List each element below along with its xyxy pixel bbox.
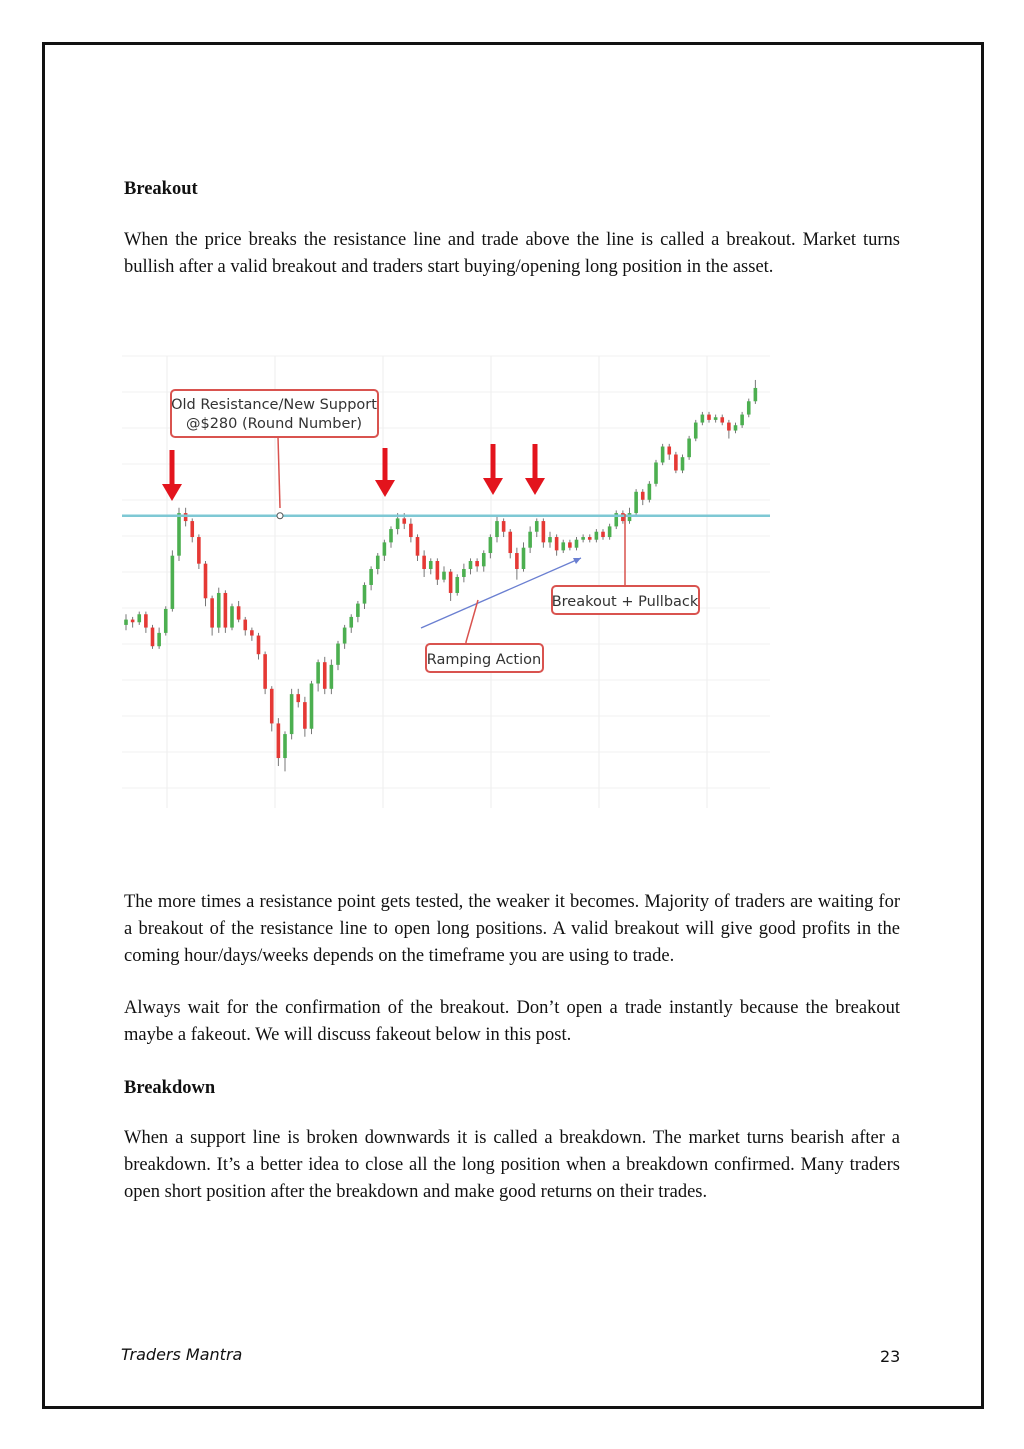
candle-up bbox=[349, 617, 353, 628]
candle-up bbox=[754, 388, 758, 401]
candle-down bbox=[436, 561, 440, 580]
candle-down bbox=[707, 415, 711, 420]
candle-down bbox=[621, 513, 625, 521]
down-arrow-head bbox=[375, 480, 395, 497]
candle-up bbox=[462, 569, 466, 577]
heading-breakout: Breakout bbox=[124, 179, 198, 199]
candle-up bbox=[137, 614, 141, 622]
candle-down bbox=[210, 598, 214, 627]
candle-up bbox=[283, 734, 287, 758]
footer-brand: Traders Mantra bbox=[121, 1345, 243, 1364]
candle-up bbox=[469, 561, 473, 569]
paragraph-breakdown-definition: When a support line is broken downwards it is called a breakdown. The market turns bearish after a breakdown. It’s a better idea to close all the long position when a breakdown confirmed. Many traders open short position after the breakdown and make good returns on their trades. bbox=[124, 1128, 900, 1202]
candle-up bbox=[482, 553, 486, 566]
candle-up bbox=[687, 439, 691, 458]
candle-up bbox=[528, 532, 532, 548]
callout-old-resistance-line2: @$280 (Round Number) bbox=[185, 416, 363, 432]
down-arrow-head bbox=[525, 478, 545, 495]
candle-down bbox=[270, 689, 274, 724]
candle-down bbox=[237, 606, 241, 619]
candle-down bbox=[674, 455, 678, 471]
candle-up bbox=[694, 423, 698, 439]
callout-breakout-pullback bbox=[552, 514, 699, 614]
heading-breakdown: Breakdown bbox=[124, 1078, 216, 1098]
candle-up bbox=[230, 606, 234, 627]
candle-down bbox=[502, 521, 506, 532]
candle-up bbox=[343, 628, 347, 644]
breakout-chart bbox=[118, 350, 778, 820]
arrow-1 bbox=[162, 444, 545, 501]
candle-up bbox=[489, 537, 493, 553]
candle-up bbox=[396, 518, 400, 529]
candle-down bbox=[515, 553, 519, 569]
paragraph-resistance-tested: The more times a resistance point gets tested, the weaker it becomes. Majority of traders are waiting for a breakout of the resistance line to open long positions. A valid breakout will give good profits in the coming hour/days/weeks depends on the timeframe you are using to trade. bbox=[124, 892, 900, 966]
candle-up bbox=[654, 463, 658, 484]
candle-down bbox=[555, 537, 559, 550]
candle-down bbox=[190, 521, 194, 537]
candle-up bbox=[634, 492, 638, 513]
candle-up bbox=[548, 537, 552, 542]
candle-up bbox=[740, 415, 744, 426]
down-arrow-head bbox=[483, 478, 503, 495]
down-arrow-shaft bbox=[170, 450, 175, 486]
candle-up bbox=[681, 457, 685, 470]
candle-up bbox=[171, 556, 175, 609]
candle-up bbox=[442, 572, 446, 580]
candle-up bbox=[595, 532, 599, 540]
down-arrow-head bbox=[162, 484, 182, 501]
candle-up bbox=[581, 537, 585, 540]
candle-up bbox=[310, 683, 314, 728]
candle-down bbox=[409, 524, 413, 537]
candle-up bbox=[157, 633, 161, 646]
candle-up bbox=[363, 585, 367, 604]
candle-down bbox=[296, 694, 300, 702]
candle-down bbox=[257, 636, 261, 655]
candle-up bbox=[455, 577, 459, 593]
candle-down bbox=[727, 423, 731, 431]
candle-up bbox=[561, 542, 565, 550]
candle-down bbox=[667, 447, 671, 455]
candle-down bbox=[151, 628, 155, 647]
down-arrow-shaft bbox=[491, 444, 496, 480]
candle-down bbox=[303, 702, 307, 729]
candle-up bbox=[701, 415, 705, 423]
candle-down bbox=[323, 662, 327, 689]
candle-up bbox=[608, 526, 612, 537]
candle-up bbox=[648, 484, 652, 500]
candle-up bbox=[356, 604, 360, 617]
candle-up bbox=[575, 540, 579, 548]
candle-down bbox=[641, 492, 645, 500]
candle-up bbox=[369, 569, 373, 585]
candle-up bbox=[495, 521, 499, 537]
candle-down bbox=[601, 532, 605, 537]
candle-down bbox=[416, 537, 420, 556]
callout-breakout-text: Breakout + Pullback bbox=[551, 594, 699, 610]
candle-down bbox=[449, 572, 453, 593]
page-number: 23 bbox=[880, 1347, 901, 1366]
candle-up bbox=[336, 644, 340, 665]
resistance-line-anchor bbox=[277, 513, 283, 519]
candle-up bbox=[290, 694, 294, 734]
candle-up bbox=[628, 513, 632, 521]
candle-up bbox=[747, 401, 751, 414]
callout-old-resistance-line1: Old Resistance/New Support bbox=[171, 397, 377, 413]
paragraph-wait-confirmation: Always wait for the confirmation of the breakout. Don’t open a trade instantly because the breakout maybe a fakeout. We will discuss fakeout below in this post. bbox=[124, 998, 900, 1045]
candle-up bbox=[522, 548, 526, 569]
candle-up bbox=[429, 561, 433, 569]
candle-up bbox=[177, 513, 181, 556]
candle-down bbox=[197, 537, 201, 564]
down-arrow-shaft bbox=[383, 448, 388, 482]
candle-up bbox=[164, 609, 168, 633]
candle-up bbox=[376, 556, 380, 569]
chart-svg bbox=[118, 350, 778, 820]
candle-down bbox=[243, 620, 247, 631]
candle-down bbox=[475, 561, 479, 566]
candle-down bbox=[568, 542, 572, 547]
candle-down bbox=[508, 532, 512, 553]
candle-down bbox=[422, 556, 426, 569]
candle-down bbox=[277, 723, 281, 758]
candle-down bbox=[131, 620, 135, 623]
callout-ramping-action bbox=[426, 600, 543, 672]
candle-up bbox=[535, 521, 539, 532]
candle-up bbox=[217, 593, 221, 628]
candle-down bbox=[184, 513, 188, 521]
candle-down bbox=[263, 654, 267, 689]
candle-down bbox=[588, 537, 592, 540]
candle-up bbox=[661, 447, 665, 463]
candle-down bbox=[204, 564, 208, 599]
candle-down bbox=[542, 521, 546, 542]
candle-up bbox=[124, 620, 128, 625]
paragraph-breakout-definition: When the price breaks the resistance line and trade above the line is called a breakout. Market turns bullish after a valid breakout and traders start buying/opening long position in the asset. bbox=[124, 230, 900, 277]
candle-up bbox=[734, 425, 738, 430]
down-arrow-shaft bbox=[533, 444, 538, 480]
chart-candles bbox=[124, 380, 757, 771]
callout-ramping-text: Ramping Action bbox=[426, 652, 542, 668]
candle-down bbox=[250, 630, 254, 635]
candle-down bbox=[224, 593, 228, 628]
candle-up bbox=[389, 529, 393, 542]
candle-up bbox=[316, 662, 320, 683]
candle-up bbox=[383, 542, 387, 555]
candle-down bbox=[144, 614, 148, 627]
candle-up bbox=[330, 665, 334, 689]
candle-up bbox=[714, 417, 718, 420]
candle-down bbox=[402, 518, 406, 523]
candle-down bbox=[720, 417, 724, 422]
